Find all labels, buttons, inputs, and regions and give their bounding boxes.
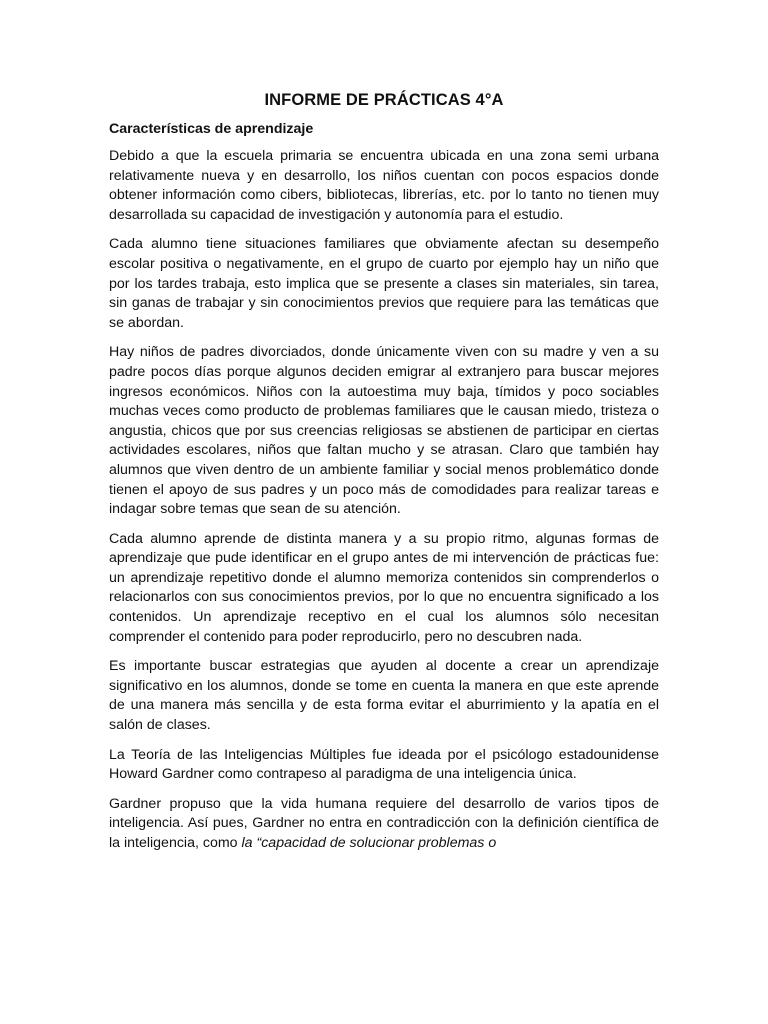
paragraph-6: La Teoría de las Inteligencias Múltiples fue ideada por el psicólogo estadounidense Howard Gardner como contrapeso al paradigma de una inteligencia única. <box>109 746 659 783</box>
section-heading: Características de aprendizaje <box>109 121 314 137</box>
document-title: INFORME DE PRÁCTICAS 4°A <box>264 91 504 109</box>
paragraph-5: Es importante buscar estrategias que ayuden al docente a crear un aprendizaje significativo en los alumnos, donde se tome en cuenta la manera en que este aprende de una manera más sencilla y de esta forma evitar el aburrimiento y la apatía en el salón de clases. <box>109 658 659 734</box>
paragraph-3: Hay niños de padres divorciados, donde únicamente viven con su madre y ven a su padre pocos días porque algunos deciden emigrar al extranjero para buscar mejores ingresos económicos. Niños con la autoestima muy baja, tímidos y poco sociables muchas veces como producto de problemas familiares que le causan miedo, tristeza o angustia, chicos que por sus creencias religiosas se abstienen de participar en ciertas actividades escolares, niños que faltan mucho y se atrasan. Claro que también hay alumnos que viven dentro de un ambiente familiar y social menos problemático donde tienen el apoyo de sus padres y un poco más de comodidades para realizar tareas e indagar sobre temas que sean de su atención. <box>109 344 659 518</box>
paragraph-7-quote: la “capacidad de solucionar problemas o <box>241 835 497 851</box>
paragraph-7-text: Gardner propuso que la vida humana requiere del desarrollo de varios tipos de inteligencia. Así pues, Gardner no entra en contradicción con la definición científica de la inteligencia, como <box>109 795 659 851</box>
paragraph-1: Debido a que la escuela primaria se encuentra ubicada en una zona semi urbana relativamente nueva y en desarrollo, los niños cuentan con pocos espacios donde obtener información como cibers, bibliotecas, librerías, etc. por lo tanto no tienen muy desarrollada su capacidad de investigación y autonomía para el estudio. <box>109 148 659 223</box>
paragraph-7 <box>109 795 659 854</box>
paragraph-2: Cada alumno tiene situaciones familiares que obviamente afectan su desempeño escolar positiva o negativamente, en el grupo de cuarto por ejemplo hay un niño que por los tardes trabaja, esto implica que se presente a clases sin materiales, sin tarea, sin ganas de trabajar y sin conocimientos previos que requiere para las temáticas que se abordan. <box>109 236 659 331</box>
paragraph-4: Cada alumno aprende de distinta manera y a su propio ritmo, algunas formas de aprendizaje que pude identificar en el grupo antes de mi intervención de prácticas fue: un aprendizaje repetitivo donde el alumno memoriza contenidos sin comprenderlos o relacionarlos con sus conocimientos previos, por lo que no encuentra significado a los contenidos. Un aprendizaje receptivo en el cual los alumnos sólo necesitan comprender el contenido para poder reproducirlo, pero no descubren nada. <box>109 530 659 645</box>
